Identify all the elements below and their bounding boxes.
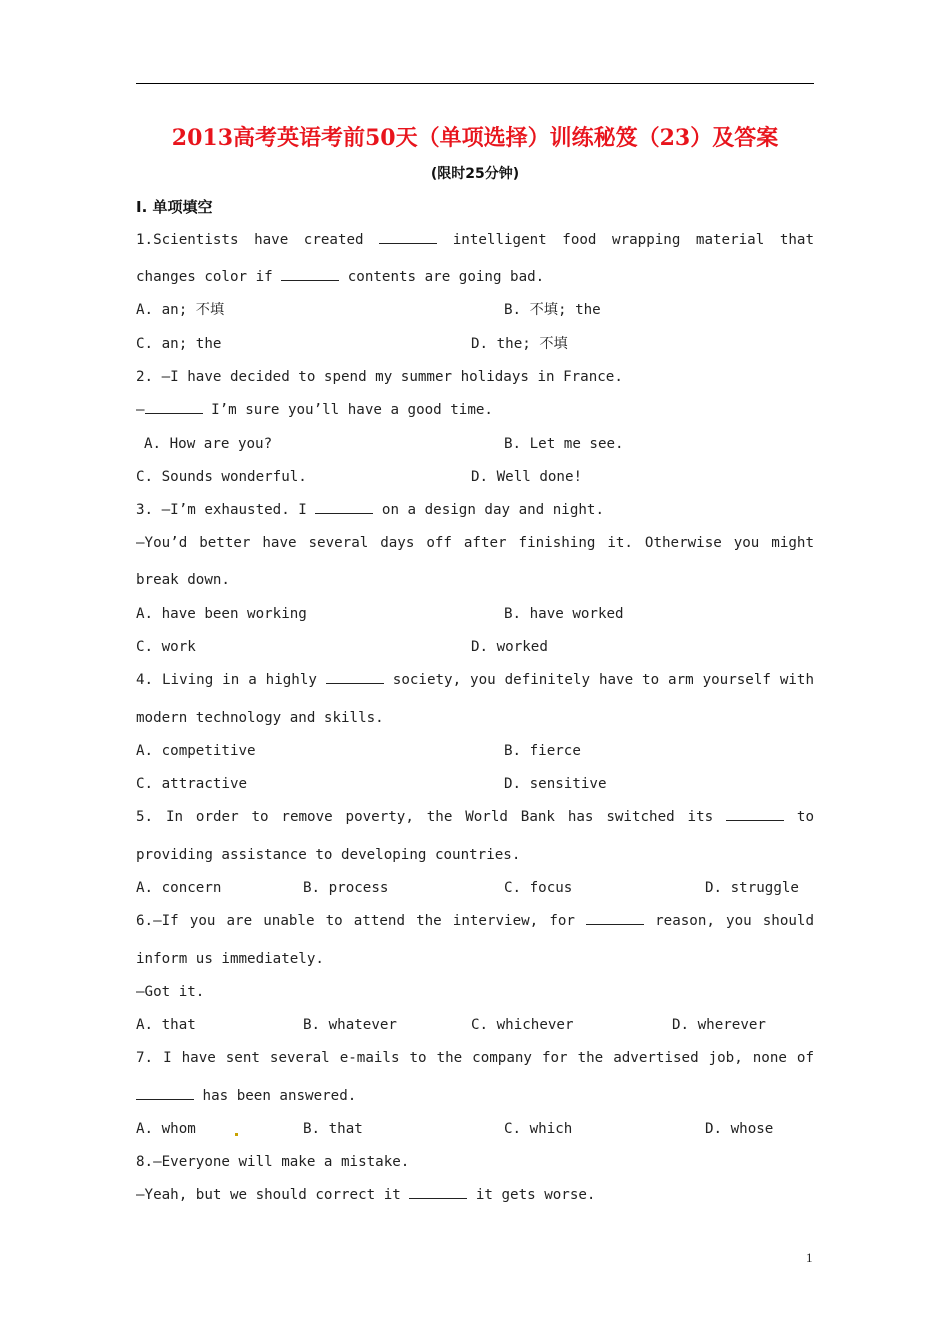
option-b: B. fierce (504, 743, 581, 759)
page-title: 2013高考英语考前50天（单项选择）训练秘笈（23）及答案 (171, 125, 779, 151)
answer-blank[interactable] (409, 1186, 467, 1199)
section-heading: Ⅰ. 单项填空 (136, 198, 213, 216)
answer-blank[interactable] (326, 671, 384, 684)
answer-blank[interactable] (136, 1087, 194, 1100)
option-b: B. process (303, 880, 389, 896)
option-c: C. whichever (471, 1017, 574, 1033)
question-8-line-1: 8.—Everyone will make a mistake. (136, 1154, 410, 1170)
option-d: D. struggle (705, 880, 799, 896)
option-d: D. worked (471, 639, 548, 655)
question-6-line-1: 6.—If you are unable to attend the interview, for reason, you should (136, 913, 814, 929)
option-c: C. an; the (136, 336, 222, 352)
option-b: B. have worked (504, 606, 624, 622)
answer-blank[interactable] (281, 268, 339, 281)
question-2-line-1: 2. —I have decided to spend my summer holidays in France. (136, 369, 623, 385)
option-a: A. How are you? (144, 436, 273, 452)
option-c: C. Sounds wonderful. (136, 469, 307, 485)
option-c: C. attractive (136, 776, 248, 792)
question-7-line-2: has been answered. (136, 1087, 814, 1105)
option-a: A. an; 不填 (136, 302, 225, 318)
answer-blank[interactable] (726, 808, 784, 821)
question-3-line-2: —You’d better have several days off after finishing it. Otherwise you might (136, 535, 814, 551)
option-d: D. the; 不填 (471, 336, 568, 352)
option-a: A. concern (136, 880, 222, 896)
option-d: D. wherever (672, 1017, 766, 1033)
answer-blank[interactable] (145, 401, 203, 414)
answer-blank[interactable] (586, 912, 644, 925)
option-a: A. competitive (136, 743, 256, 759)
page-number: 1 (806, 1250, 813, 1265)
option-a: A. have been working (136, 606, 307, 622)
question-4-line-1: 4. Living in a highly society, you definitely have to arm yourself with (136, 672, 815, 688)
stray-mark (235, 1133, 238, 1136)
option-d: D. Well done! (471, 469, 583, 485)
option-c: C. which (504, 1121, 573, 1137)
option-b: B. 不填; the (504, 302, 601, 318)
question-3-line-1: 3. —I’m exhausted. I on a design day and night. (136, 502, 605, 518)
option-b: B. that (303, 1121, 363, 1137)
option-d: D. sensitive (504, 776, 607, 792)
option-c: C. work (136, 639, 196, 655)
question-8-line-2: —Yeah, but we should correct it it gets worse. (136, 1187, 596, 1203)
option-b: B. Let me see. (504, 436, 624, 452)
question-7-line-1: 7. I have sent several e-mails to the company for the advertised job, none of (136, 1050, 814, 1066)
header-rule (136, 83, 814, 84)
question-6-line-2: inform us immediately. (136, 951, 324, 967)
question-4-line-2: modern technology and skills. (136, 710, 384, 726)
option-a: A. whom (136, 1121, 196, 1137)
page-subtitle: (限时25分钟) (430, 166, 520, 182)
option-c: C. focus (504, 880, 573, 896)
question-5-line-2: providing assistance to developing countries. (136, 847, 521, 863)
answer-blank[interactable] (315, 501, 373, 514)
option-b: B. whatever (303, 1017, 397, 1033)
question-1-line-2: changes color if contents are going bad. (136, 269, 545, 285)
question-5-line-1: 5. In order to remove poverty, the World Bank has switched its to (136, 809, 814, 825)
answer-blank[interactable] (379, 231, 437, 244)
question-2-line-2: — I’m sure you’ll have a good time. (136, 402, 493, 418)
question-6-line-3: —Got it. (136, 984, 205, 1000)
option-a: A. that (136, 1017, 196, 1033)
option-d: D. whose (705, 1121, 774, 1137)
question-1-line-1: 1.Scientists have created intelligent food wrapping material that (136, 232, 815, 248)
question-3-line-3: break down. (136, 572, 230, 588)
